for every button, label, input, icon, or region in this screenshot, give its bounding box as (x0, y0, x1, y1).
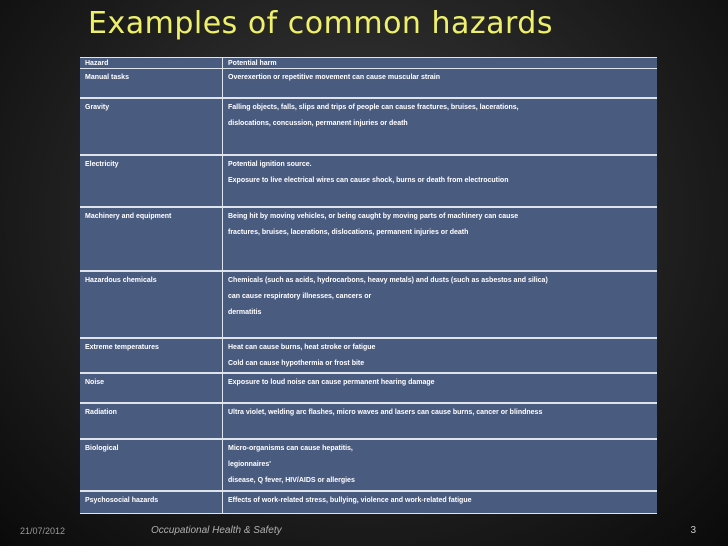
harm-cell (223, 404, 657, 440)
hazard-cell: Hazardous chemicals (80, 272, 223, 339)
harm-line: Effects of work-related stress, bullying, violence and work-related fatigue (228, 497, 472, 504)
harm-line: disease, Q fever, HIV/AIDS or allergies (228, 477, 355, 484)
harm-line: dermatitis (228, 309, 262, 316)
hazard-cell: Psychosocial hazards (80, 492, 223, 513)
harm-line: Heat can cause burns, heat stroke or fatigue (228, 344, 376, 351)
harm-line: Cold can cause hypothermia or frost bite (228, 360, 365, 367)
harm-line: Ultra violet, welding arc flashes, micro waves and lasers can cause burns, cancer or blindness (228, 409, 543, 416)
hazard-cell: Electricity (80, 156, 223, 208)
table-row (80, 99, 657, 156)
table-row (80, 208, 657, 272)
harm-line: Falling objects, falls, slips and trips of people can cause fractures, bruises, lacerations, (228, 104, 519, 111)
harm-line: Micro-organisms can cause hepatitis, (228, 445, 353, 452)
hazard-table (80, 57, 657, 514)
harm-cell (223, 440, 657, 492)
page-number: 3 (690, 525, 696, 536)
hazard-cell: Radiation (80, 404, 223, 440)
hazard-cell: Biological (80, 440, 223, 492)
harm-line: legionnaires' (228, 461, 271, 468)
table-row (80, 156, 657, 208)
table-row (80, 404, 657, 440)
harm-line: Overexertion or repetitive movement can cause muscular strain (228, 74, 441, 81)
harm-cell (223, 99, 657, 156)
table-row (80, 272, 657, 339)
harm-cell (223, 156, 657, 208)
table-row (80, 374, 657, 404)
hazard-cell: Manual tasks (80, 69, 223, 99)
hazard-cell: Noise (80, 374, 223, 404)
harm-line: Being hit by moving vehicles, or being caught by moving parts of machinery can cause (228, 213, 519, 220)
table-row (80, 492, 657, 513)
header-potential-harm: Potential harm (223, 58, 657, 69)
harm-line: Chemicals (such as acids, hydrocarbons, heavy metals) and dusts (such as asbestos and silica) (228, 277, 548, 284)
hazard-cell: Machinery and equipment (80, 208, 223, 272)
footer-text: Occupational Health & Safety (151, 525, 282, 536)
harm-cell (223, 272, 657, 339)
slide-title: Examples of common hazards (88, 6, 553, 41)
harm-cell (223, 208, 657, 272)
hazard-cell: Extreme temperatures (80, 339, 223, 374)
harm-line: can cause respiratory illnesses, cancers or (228, 293, 372, 300)
harm-cell (223, 339, 657, 374)
table-row (80, 440, 657, 492)
harm-cell (223, 69, 657, 99)
table-row (80, 339, 657, 374)
harm-line: fractures, bruises, lacerations, dislocations, permanent injuries or death (228, 229, 469, 236)
table-header-row (80, 58, 657, 69)
harm-cell (223, 492, 657, 513)
table-row (80, 69, 657, 99)
hazard-cell: Gravity (80, 99, 223, 156)
header-hazard: Hazard (80, 58, 223, 69)
harm-line: dislocations, concussion, permanent injuries or death (228, 120, 408, 127)
harm-line: Exposure to loud noise can cause permanent hearing damage (228, 379, 435, 386)
harm-line: Exposure to live electrical wires can cause shock, burns or death from electrocution (228, 177, 509, 184)
footer-date: 21/07/2012 (20, 526, 66, 536)
harm-line: Potential ignition source. (228, 161, 312, 168)
harm-cell (223, 374, 657, 404)
